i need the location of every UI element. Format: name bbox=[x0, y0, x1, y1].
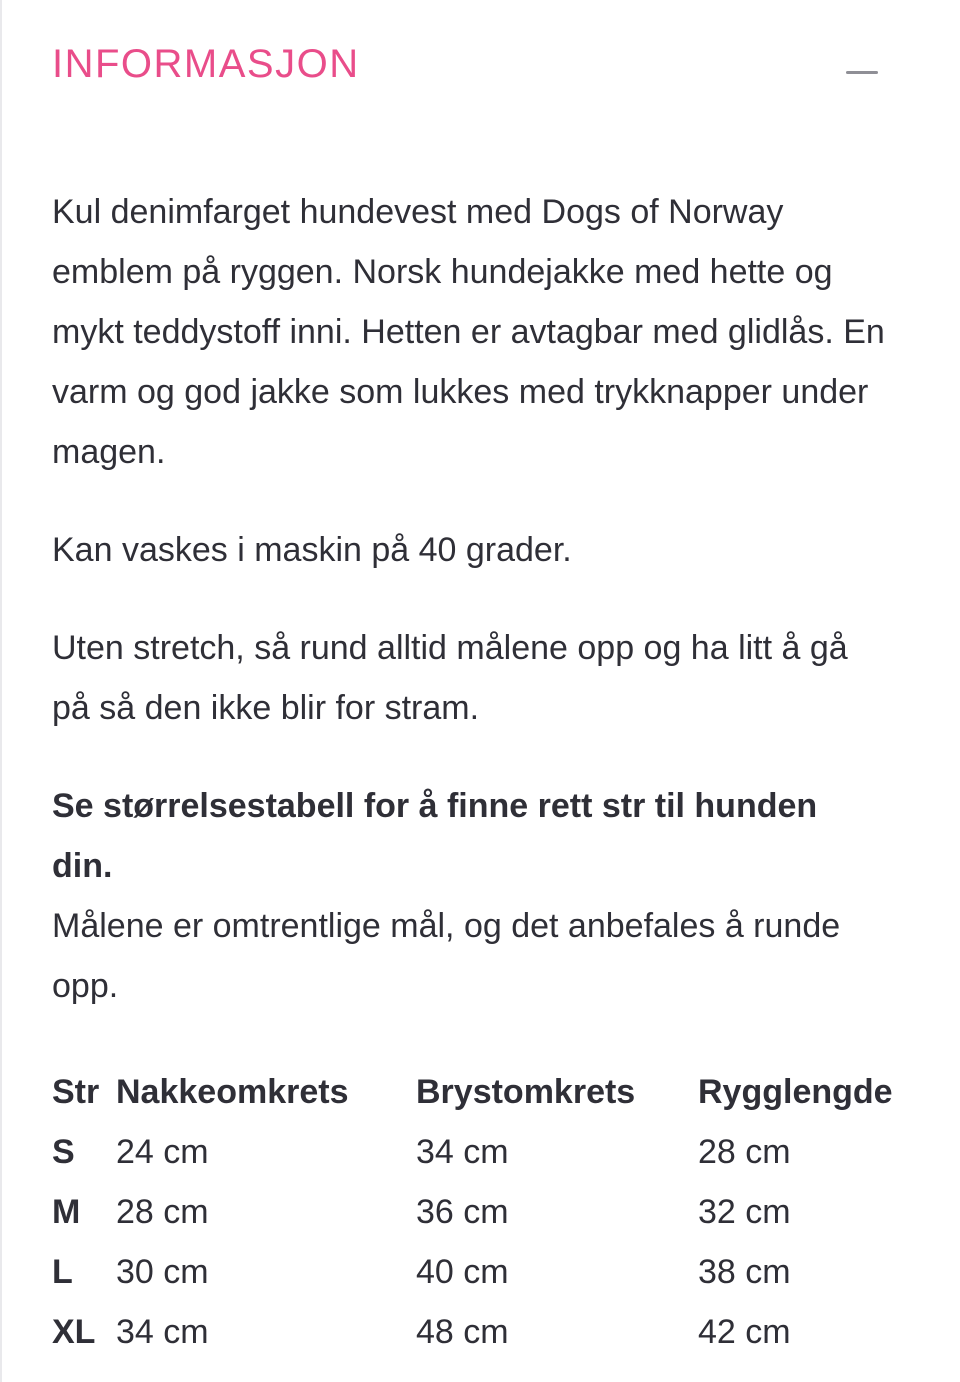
size-label: S bbox=[52, 1133, 75, 1171]
washing-instructions: Kan vaskes i maskin på 40 grader. bbox=[52, 531, 572, 569]
minus-icon bbox=[846, 71, 878, 74]
accordion-header-informasjon[interactable] bbox=[52, 42, 920, 86]
chest-value: 36 cm bbox=[416, 1193, 509, 1231]
size-label: XL bbox=[52, 1313, 96, 1351]
size-table bbox=[52, 1062, 932, 1362]
sizing-advice: Uten stretch, så rund alltid målene opp og ha litt å gå på så den ikke blir for stram. bbox=[52, 629, 848, 727]
table-row bbox=[52, 1182, 932, 1242]
col-header-neck: Nakkeomkrets bbox=[116, 1073, 349, 1111]
size-label: M bbox=[52, 1193, 81, 1231]
back-value: 32 cm bbox=[698, 1193, 791, 1231]
neck-value: 24 cm bbox=[116, 1133, 209, 1171]
table-row bbox=[52, 1122, 932, 1182]
neck-value: 28 cm bbox=[116, 1193, 209, 1231]
chest-value: 40 cm bbox=[416, 1253, 509, 1291]
size-chart-note-bold: Se størrelsestabell for å finne rett str til hunden din. bbox=[52, 787, 818, 885]
collapse-button[interactable] bbox=[846, 60, 878, 84]
back-value: 38 cm bbox=[698, 1253, 791, 1291]
back-value: 28 cm bbox=[698, 1133, 791, 1171]
table-row bbox=[52, 1242, 932, 1302]
size-label: L bbox=[52, 1253, 73, 1291]
col-header-chest: Brystomkrets bbox=[416, 1073, 636, 1111]
back-value: 42 cm bbox=[698, 1313, 791, 1351]
col-header-str: Str bbox=[52, 1073, 100, 1111]
measurements-note: Målene er omtrentlige mål, og det anbefales å runde opp. bbox=[52, 907, 841, 1005]
product-description bbox=[52, 182, 887, 1016]
col-header-back: Rygglengde bbox=[698, 1073, 893, 1111]
chest-value: 34 cm bbox=[416, 1133, 509, 1171]
neck-value: 30 cm bbox=[116, 1253, 209, 1291]
description-paragraph: Kul denimfarget hundevest med Dogs of Norway emblem på ryggen. Norsk hundejakke med hette og mykt teddystoff inni. Hetten er avtagbar med glidlås. En varm og god jakke som lukkes med trykknapper under magen. bbox=[52, 193, 885, 471]
neck-value: 34 cm bbox=[116, 1313, 209, 1351]
size-table-header-row bbox=[52, 1062, 932, 1122]
section-title: INFORMASJON bbox=[52, 42, 360, 86]
chest-value: 48 cm bbox=[416, 1313, 509, 1351]
table-row bbox=[52, 1302, 932, 1362]
